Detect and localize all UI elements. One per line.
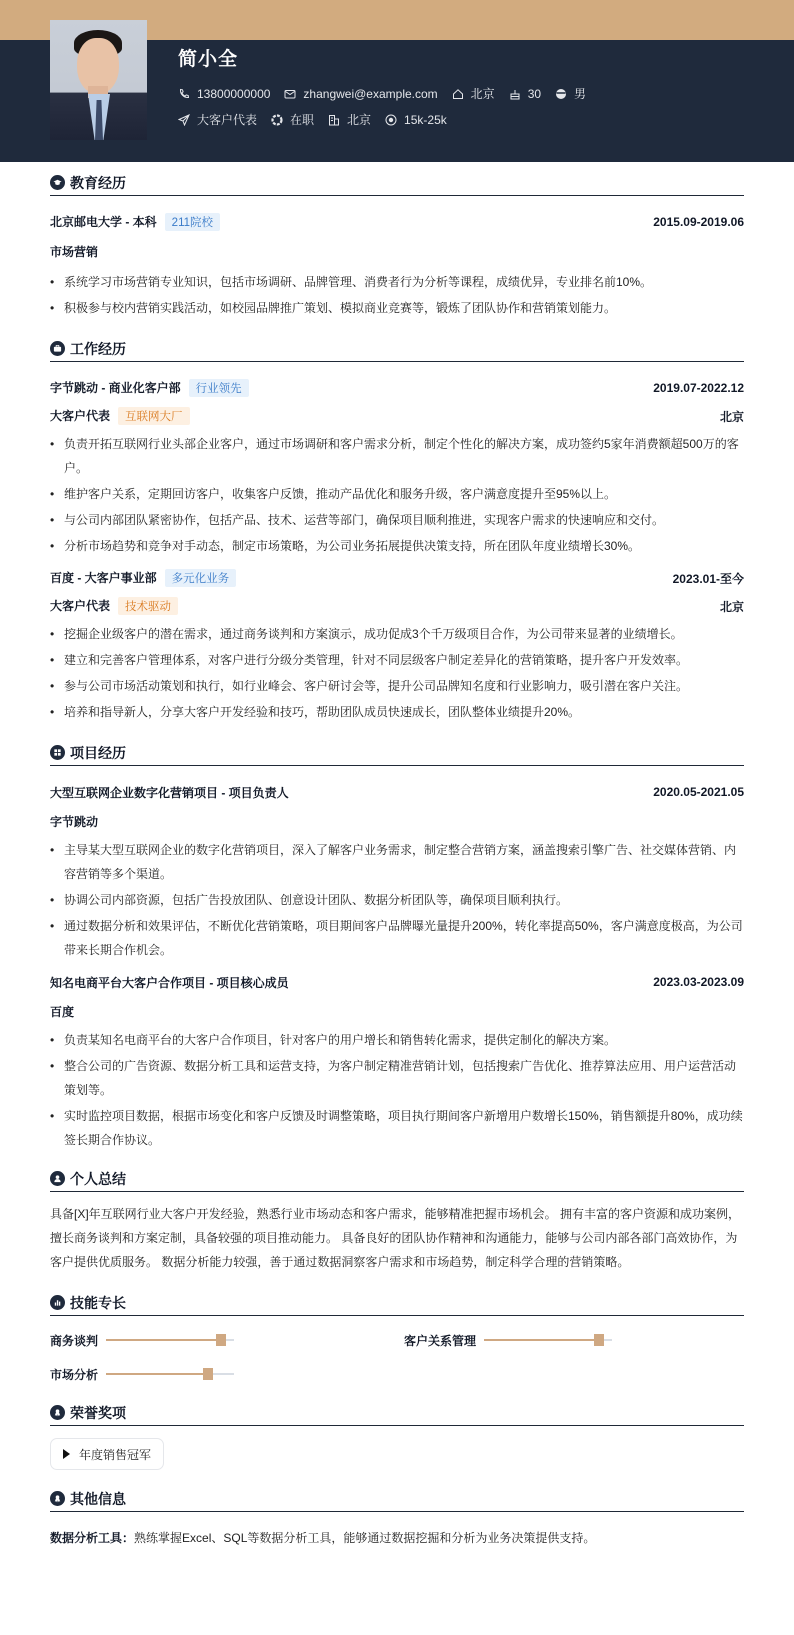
list-item: • 主导某大型互联网企业的数字化营销项目，深入了解客户业务需求，制定整合营销方案，涵盖搜索引擎广告、社交媒体营销、内容营销等多个渠道。 bbox=[50, 838, 744, 886]
awards-section bbox=[50, 1402, 744, 1470]
list-item: • 通过数据分析和效果评估，不断优化营销策略，项目期间客户品牌曝光量提升200%，转化率提高50%，客户满意度极高，为公司带来长期合作机会。 bbox=[50, 914, 744, 962]
job-city: 北京 bbox=[328, 111, 371, 128]
project-date: 2020.05-2021.05 bbox=[653, 785, 744, 799]
education-date: 2015.09-2019.06 bbox=[653, 215, 744, 229]
other-section bbox=[50, 1488, 744, 1550]
resume-body bbox=[50, 162, 744, 1550]
briefcase-icon bbox=[50, 341, 65, 356]
triangle-right-icon bbox=[63, 1449, 70, 1459]
skill-label: 客户关系管理 bbox=[404, 1333, 477, 1348]
school-name: 北京邮电大学 - 本科 bbox=[50, 215, 157, 229]
school-tag: 211院校 bbox=[165, 213, 220, 231]
summary-text: 具备[X]年互联网行业大客户开发经验，熟悉行业市场动态和客户需求，能够精准把握市场机会。 拥有丰富的客户资源和成功案例，擅长商务谈判和方案定制，具备较强的项目推动能力。 具备良好的团队协作精神和沟通能力，能够与公司内部各部门高效协作，为客户提供优质服务。 数据分析能力较强，善于通过数据洞察客户需求和市场趋势，制定科学合理的营销策略。 bbox=[50, 1207, 741, 1269]
work-date: 2019.07-2022.12 bbox=[653, 381, 744, 395]
company-tag: 多元化业务 bbox=[165, 569, 237, 587]
phone-icon bbox=[178, 88, 190, 100]
list-item: • 积极参与校内营销实践活动，如校园品牌推广策划、模拟商业竞赛等，锻炼了团队协作和营销策划能力。 bbox=[50, 296, 744, 320]
other-label: 数据分析工具： bbox=[50, 1531, 135, 1545]
list-item: • 负责某知名电商平台的大客户合作项目，针对客户的用户增长和销售转化需求，提供定制化的解决方案。 bbox=[50, 1028, 744, 1052]
role-tag: 技术驱动 bbox=[118, 597, 178, 615]
contact-row bbox=[178, 85, 600, 102]
education-item bbox=[50, 210, 744, 320]
skill-bar bbox=[484, 1339, 612, 1341]
award-icon bbox=[50, 1491, 65, 1506]
list-item: • 参与公司市场活动策划和执行，如行业峰会、客户研讨会等，提升公司品牌知名度和行业影响力，吸引潜在客户关注。 bbox=[50, 674, 744, 698]
work-date: 2023.01-至今 bbox=[672, 571, 744, 586]
project-item bbox=[50, 780, 744, 962]
mail-icon bbox=[284, 88, 296, 100]
building-icon bbox=[328, 114, 340, 126]
list-item: • 与公司内部团队紧密协作，包括产品、技术、运营等部门，确保项目顺利推进，实现客户需求的快速响应和交付。 bbox=[50, 508, 744, 532]
summary-section bbox=[50, 1168, 744, 1274]
role-name: 大客户代表 bbox=[50, 599, 111, 613]
section-title-other: 其他信息 bbox=[50, 1488, 744, 1512]
project-name: 大型互联网企业数字化营销项目 - 项目负责人 bbox=[50, 785, 289, 800]
section-title-projects: 项目经历 bbox=[50, 742, 744, 766]
list-item: • 协调公司内部资源，包括广告投放团队、创意设计团队、数据分析团队等，确保项目顺利执行。 bbox=[50, 888, 744, 912]
role-name: 大客户代表 bbox=[50, 409, 111, 423]
work-item bbox=[50, 376, 744, 558]
other-text: 熟练掌握Excel、SQL等数据分析工具，能够通过数据挖掘和分析为业务决策提供支持。 bbox=[134, 1531, 596, 1545]
contact-email: zhangwei@example.com bbox=[284, 87, 437, 101]
candidate-name: 简小全 bbox=[178, 49, 239, 70]
project-bullets bbox=[50, 838, 744, 962]
skill-bar bbox=[106, 1339, 234, 1341]
company-tag: 行业领先 bbox=[189, 379, 249, 397]
other-item bbox=[50, 1526, 744, 1550]
section-title-awards: 荣誉奖项 bbox=[50, 1402, 744, 1426]
award-icon bbox=[50, 1405, 65, 1420]
list-item: • 整合公司的广告资源、数据分析工具和运营支持，为客户制定精准营销计划，包括搜索广告优化、推荐算法应用、用户运营活动策划等。 bbox=[50, 1054, 744, 1102]
projects-section bbox=[50, 742, 744, 1152]
skill-label: 市场分析 bbox=[50, 1367, 99, 1382]
grid-icon bbox=[50, 745, 65, 760]
job-status: 在职 bbox=[271, 111, 314, 128]
send-icon bbox=[178, 114, 190, 126]
work-item bbox=[50, 566, 744, 724]
list-item: • 系统学习市场营销专业知识，包括市场调研、品牌管理、消费者行为分析等课程，成绩优异，专业排名前10%。 bbox=[50, 270, 744, 294]
project-company: 字节跳动 bbox=[50, 815, 99, 829]
skill-thumb bbox=[203, 1368, 213, 1380]
project-date: 2023.03-2023.09 bbox=[653, 975, 744, 989]
skill-item bbox=[50, 1364, 404, 1384]
role-tag: 互联网大厂 bbox=[118, 407, 190, 425]
list-item: • 实时监控项目数据，根据市场变化和客户反馈及时调整策略，项目执行期间客户新增用户数增长150%，销售额提升80%，成功续签长期合作协议。 bbox=[50, 1104, 744, 1152]
avatar bbox=[50, 20, 147, 140]
award-item: 年度销售冠军 bbox=[50, 1438, 164, 1470]
work-section bbox=[50, 338, 744, 724]
major: 市场营销 bbox=[50, 245, 99, 259]
user-icon bbox=[50, 1171, 65, 1186]
company-name: 字节跳动 - 商业化客户部 bbox=[50, 381, 181, 395]
contact-city: 北京 bbox=[452, 85, 495, 102]
skill-item bbox=[50, 1330, 404, 1350]
section-title-skills: 技能专长 bbox=[50, 1292, 744, 1316]
section-title-summary: 个人总结 bbox=[50, 1168, 744, 1192]
education-section bbox=[50, 172, 744, 320]
skills-section bbox=[50, 1292, 744, 1384]
project-name: 知名电商平台大客户合作项目 - 项目核心成员 bbox=[50, 975, 289, 990]
job-intent-row bbox=[178, 111, 461, 128]
age-icon bbox=[509, 88, 521, 100]
skill-thumb bbox=[216, 1334, 226, 1346]
contact-age: 30 bbox=[509, 87, 541, 101]
skills-grid bbox=[50, 1330, 744, 1384]
contact-phone: 13800000000 bbox=[178, 87, 270, 101]
graduation-cap-icon bbox=[50, 175, 65, 190]
project-item bbox=[50, 970, 744, 1152]
gender-icon bbox=[555, 88, 567, 100]
skill-label: 商务谈判 bbox=[50, 1333, 99, 1348]
job-position: 大客户代表 bbox=[178, 111, 257, 128]
list-item: • 建立和完善客户管理体系，对客户进行分级分类管理，针对不同层级客户制定差异化的营销策略，提升客户开发效率。 bbox=[50, 648, 744, 672]
project-bullets bbox=[50, 1028, 744, 1152]
list-item: • 分析市场趋势和竞争对手动态，制定市场策略，为公司业务拓展提供决策支持，所在团队年度业绩增长30%。 bbox=[50, 534, 744, 558]
list-item: • 培养和指导新人，分享大客户开发经验和技巧，帮助团队成员快速成长，团队整体业绩提升20%。 bbox=[50, 700, 744, 724]
work-location: 北京 bbox=[719, 409, 744, 424]
salary-icon bbox=[385, 114, 397, 126]
bar-chart-icon bbox=[50, 1295, 65, 1310]
section-title-education: 教育经历 bbox=[50, 172, 744, 196]
list-item: • 挖掘企业级客户的潜在需求，通过商务谈判和方案演示，成功促成3个千万级项目合作，为公司带来显著的业绩增长。 bbox=[50, 622, 744, 646]
education-bullets bbox=[50, 270, 744, 320]
job-salary: 15k-25k bbox=[385, 113, 447, 127]
list-item: • 维护客户关系，定期回访客户，收集客户反馈，推动产品优化和服务升级，客户满意度提升至95%以上。 bbox=[50, 482, 744, 506]
company-name: 百度 - 大客户事业部 bbox=[50, 571, 157, 585]
skill-thumb bbox=[594, 1334, 604, 1346]
skill-bar bbox=[106, 1373, 234, 1375]
home-icon bbox=[452, 88, 464, 100]
section-title-work: 工作经历 bbox=[50, 338, 744, 362]
skill-item bbox=[404, 1330, 744, 1350]
work-bullets bbox=[50, 432, 744, 558]
awards-list bbox=[50, 1438, 744, 1470]
list-item: • 负责开拓互联网行业头部企业客户，通过市场调研和客户需求分析，制定个性化的解决方案，成功签约5家年消费额超500万的客户。 bbox=[50, 432, 744, 480]
project-company: 百度 bbox=[50, 1005, 75, 1019]
status-icon bbox=[271, 114, 283, 126]
work-location: 北京 bbox=[719, 599, 744, 614]
work-bullets bbox=[50, 622, 744, 724]
contact-gender: 男 bbox=[555, 85, 586, 102]
